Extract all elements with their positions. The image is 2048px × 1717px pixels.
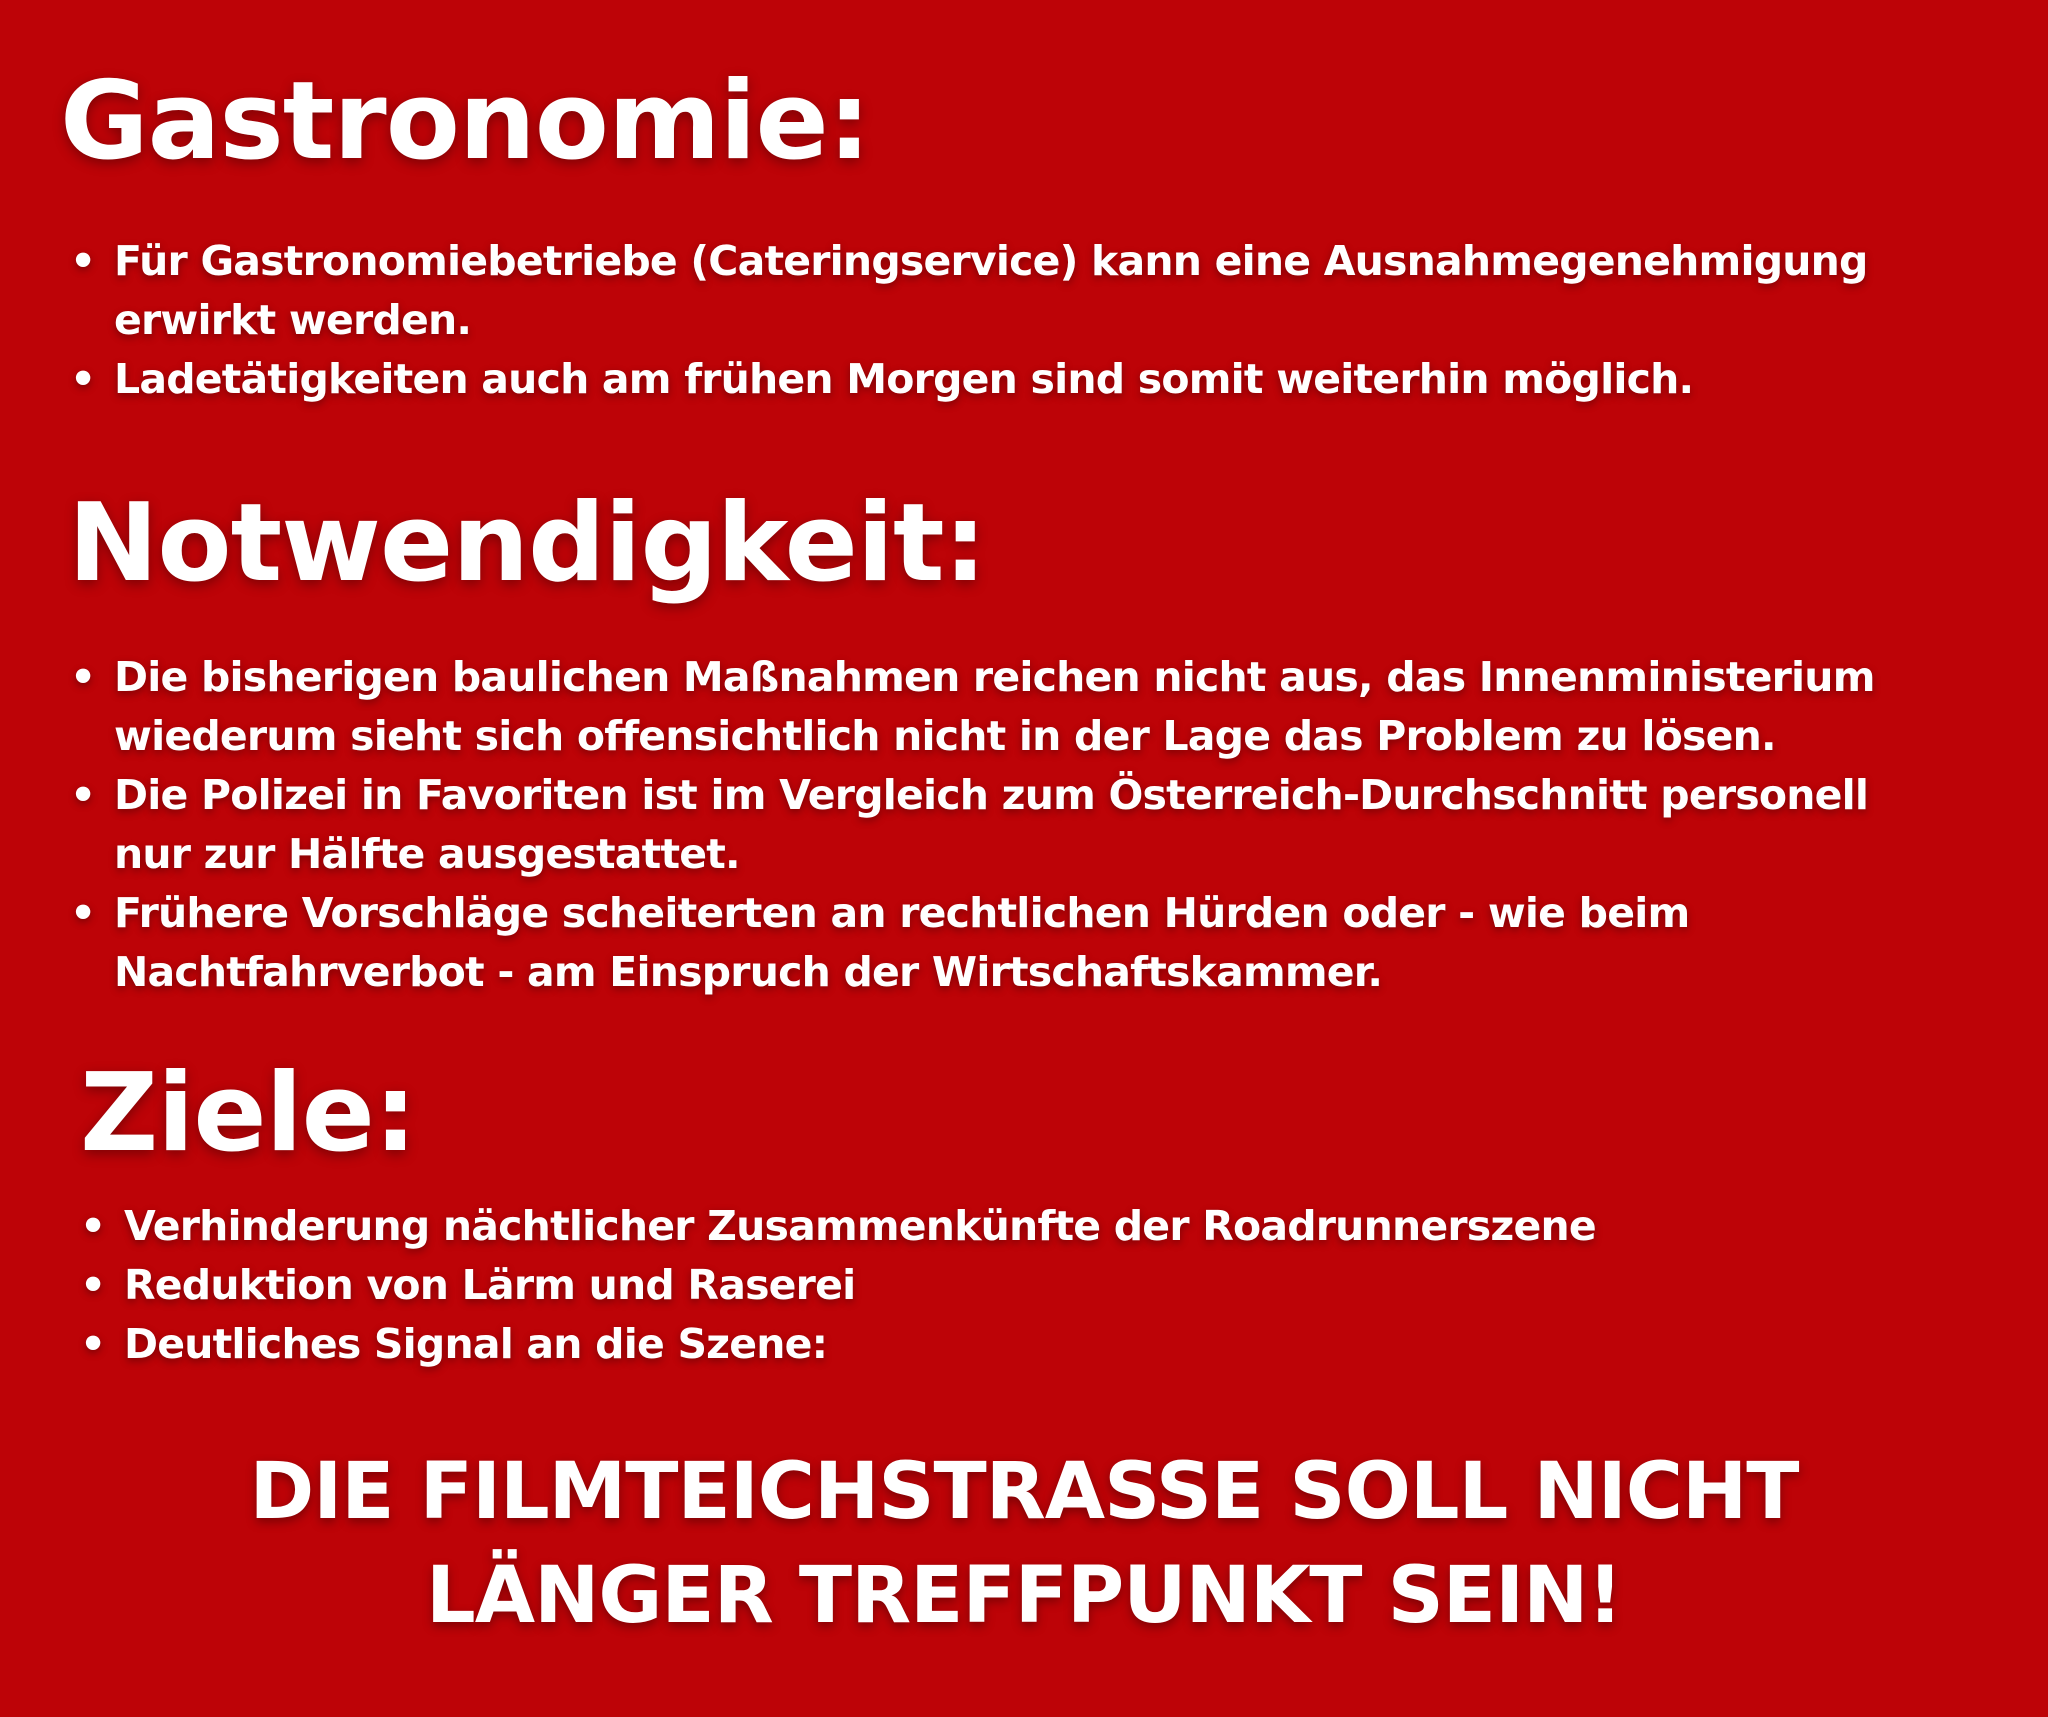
list-item [70, 884, 1950, 1002]
list-item-text: Die Polizei in Favoriten ist im Vergleich zum Österreich-Durchschnitt personell nur zur Hälfte ausgestattet. [114, 771, 1869, 878]
list-item-text: Ladetätigkeiten auch am frühen Morgen sind somit weiterhin möglich. [114, 355, 1694, 403]
list-item-text: Frühere Vorschläge scheiterten an rechtlichen Hürden oder - wie beim Nachtfahrverbot - am Einspruch der Wirtschaftskammer. [114, 889, 1690, 996]
bullet-icon: • [80, 1202, 106, 1250]
closing-statement [0, 1440, 2048, 1648]
bullet-icon: • [80, 1320, 106, 1368]
closing-line-1: DIE FILMTEICHSTRASSE SOLL NICHT [249, 1447, 1799, 1537]
list-item-text: Die bisherigen baulichen Maßnahmen reichen nicht aus, das Innenministerium wiederum sieht sich offensichtlich nicht in der Lage das Problem zu lösen. [114, 653, 1875, 760]
bullet-icon: • [70, 889, 96, 937]
list-item-text: Für Gastronomiebetriebe (Cateringservice) kann eine Ausnahmegenehmigung erwirkt werden. [114, 237, 1868, 344]
heading-notwendigkeit: Notwendigkeit: [68, 481, 986, 606]
bullet-icon: • [70, 355, 96, 403]
list-item [80, 1197, 1950, 1256]
list-item-text: Verhinderung nächtlicher Zusammenkünfte der Roadrunnerszene [124, 1202, 1596, 1250]
list-notwendigkeit [70, 648, 1950, 1002]
list-item [70, 648, 1950, 766]
closing-line-2: LÄNGER TREFFPUNKT SEIN! [426, 1551, 1622, 1641]
list-item [80, 1315, 1950, 1374]
bullet-icon: • [70, 653, 96, 701]
list-item [80, 1256, 1950, 1315]
list-item [70, 232, 1950, 350]
list-ziele [80, 1197, 1950, 1374]
list-item [70, 766, 1950, 884]
list-item [70, 350, 1950, 409]
list-gastronomie [70, 232, 1950, 409]
bullet-icon: • [70, 237, 96, 285]
bullet-icon: • [70, 771, 96, 819]
heading-ziele: Ziele: [80, 1051, 417, 1176]
list-item-text: Deutliches Signal an die Szene: [124, 1320, 828, 1368]
list-item-text: Reduktion von Lärm und Raserei [124, 1261, 856, 1309]
bullet-icon: • [80, 1261, 106, 1309]
heading-gastronomie: Gastronomie: [60, 59, 870, 184]
